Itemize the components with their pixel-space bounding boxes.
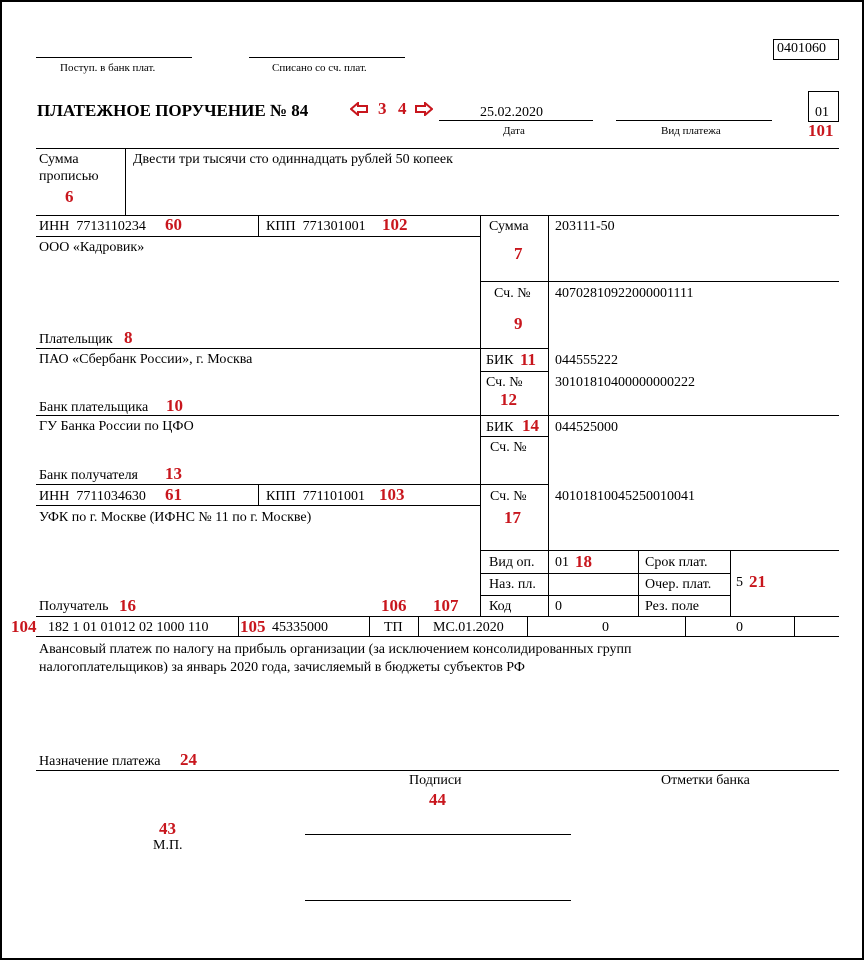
rule-payer-top [36,215,839,216]
amount-words-value: Двести три тысячи сто одиннадцать рублей 50 копеек [133,152,453,167]
marker-104: 104 [11,617,37,636]
purpose-line-2: налогоплательщиков) за январь 2020 года, зачисляемый в бюджеты субъектов РФ [39,660,525,675]
rule-codes-top [480,550,839,551]
marker-107: 107 [433,596,459,615]
tax-divider-6 [794,616,795,636]
amount-words-divider [125,148,126,215]
payer-inn-kpp-divider [258,215,259,236]
signature-line-1 [305,834,571,835]
amount-words-label-2: прописью [39,169,99,184]
received-line [36,57,192,58]
tax-divider-2 [369,616,370,636]
payee-bank-account-label: Сч. № [490,440,527,455]
payer-bank-bik-label: БИК [486,353,514,368]
rule-payee-inn [36,505,480,506]
payee-label: Получатель [39,599,109,614]
marker-7: 7 [514,244,523,263]
form-code: 0401060 [777,41,826,56]
priority-label: Очер. плат. [645,577,712,592]
payee-inn: 7711034630 [76,489,146,504]
received-label: Поступ. в банк плат. [60,62,156,74]
bank-marks-label: Отметки банка [661,773,750,788]
payer-kpp-label: КПП [266,219,296,234]
rule-bik1-bottom [480,371,549,372]
rule-codes-3 [638,573,730,574]
rule-codes-1 [480,573,638,574]
payee-account-label: Сч. № [490,489,527,504]
tax-kbk: 182 1 01 01012 02 1000 110 [48,620,209,635]
marker-24: 24 [180,750,197,769]
payer-inn: 7713110234 [76,219,146,234]
marker-105: 105 [240,617,266,636]
rule-payer-bottom [36,348,480,349]
payer-inn-label: ИНН [39,219,70,234]
tax-doc-number: 0 [602,620,609,635]
payer-bank-label: Банк плательщика [39,400,149,415]
marker-4: 4 [398,99,407,118]
payee-kpp-label: КПП [266,489,296,504]
rule-top [36,148,839,149]
codes-divider-2 [730,550,731,616]
marker-9: 9 [514,314,523,333]
arrow-right-icon [415,102,433,116]
payer-label: Плательщик [39,332,113,347]
signature-line-2 [305,900,571,901]
marker-12: 12 [500,390,517,409]
reserve-label: Рез. поле [645,599,700,614]
marker-43: 43 [159,819,176,838]
rule-tax-bottom [36,636,839,637]
tax-period: МС.01.2020 [433,620,504,635]
op-type: 01 [555,555,569,570]
debited-label: Списано со сч. плат. [272,62,367,74]
rule-payee-bank-top [36,415,839,416]
signatures-label: Подписи [409,773,462,788]
marker-6: 6 [65,187,74,206]
tax-divider-3 [418,616,419,636]
payee-name: УФК по г. Москве (ИФНС № 11 по г. Москве) [39,510,312,525]
priority: 5 [736,575,743,590]
rule-amount-bottom [480,281,839,282]
marker-8: 8 [124,328,133,347]
amount-value: 203111-50 [555,219,615,234]
rule-payer-inn [36,236,480,237]
rule-purpose-bottom [36,770,839,771]
tax-divider-4 [527,616,528,636]
payee-account: 40101810045250010041 [555,489,695,504]
marker-16: 16 [119,596,136,615]
marker-11: 11 [520,350,537,369]
amount-label: Сумма [489,219,529,234]
payee-bank-bik: 044525000 [555,420,618,435]
payer-bank-name: ПАО «Сбербанк России», г. Москва [39,352,253,367]
marker-60: 60 [165,215,182,234]
purpose-line-1: Авансовый платеж по налогу на прибыль организации (за исключением консолидированных групп [39,642,632,657]
payee-bank-name: ГУ Банка России по ЦФО [39,419,194,434]
payer-bank-account-label: Сч. № [486,375,523,390]
payer-kpp: 771301001 [302,219,366,234]
purpose-code-label: Наз. пл. [489,577,536,592]
page-title: ПЛАТЕЖНОЕ ПОРУЧЕНИЕ № 84 [37,101,309,120]
payer-name: ООО «Кадровик» [39,240,145,255]
payee-bank-bik-label: БИК [486,420,514,435]
payer-bank-bik: 044555222 [555,353,618,368]
payment-type-label: Вид платежа [661,125,721,137]
marker-102: 102 [382,215,408,234]
status-value: 01 [815,105,829,120]
payer-bank-account: 30101810400000000222 [555,375,695,390]
payer-account: 40702810922000001111 [555,286,694,301]
code: 0 [555,599,562,614]
tax-doc-date: 0 [736,620,743,635]
debited-line [249,57,405,58]
marker-18: 18 [575,552,592,571]
payee-kpp: 771101001 [302,489,366,504]
rule-codes-2 [480,595,730,596]
payee-inn-label: ИНН [39,489,70,504]
marker-3: 3 [378,99,387,118]
marker-14: 14 [522,416,539,435]
date-value: 25.02.2020 [480,105,543,120]
date-line [439,120,593,121]
marker-44: 44 [429,790,446,809]
marker-10: 10 [166,396,183,415]
codes-divider-1 [638,550,639,616]
marker-106: 106 [381,596,407,615]
payee-bank-label: Банк получателя [39,468,138,483]
payer-account-label: Сч. № [494,286,531,301]
date-label: Дата [503,125,525,137]
stamp-label: М.П. [153,838,183,853]
term-label: Срок плат. [645,555,708,570]
rule-payee-top [36,484,549,485]
tax-divider-5 [685,616,686,636]
payee-inn-kpp-divider [258,484,259,505]
amount-words-label-1: Сумма [39,152,79,167]
marker-101: 101 [808,121,834,140]
tax-oktmo: 45335000 [272,620,328,635]
tax-divider-1 [238,616,239,636]
marker-61: 61 [165,485,182,504]
rule-tax-top [36,616,839,617]
payment-type-line [616,120,772,121]
marker-21: 21 [749,572,766,591]
purpose-label: Назначение платежа [39,754,161,769]
tax-basis: ТП [384,620,403,635]
rule-bik2-bottom [480,436,549,437]
marker-17: 17 [504,508,521,527]
rule-bik1 [480,348,549,349]
marker-103: 103 [379,485,405,504]
marker-13: 13 [165,464,182,483]
code-label: Код [489,599,512,614]
arrow-left-icon [350,102,368,116]
op-type-label: Вид оп. [489,555,535,570]
